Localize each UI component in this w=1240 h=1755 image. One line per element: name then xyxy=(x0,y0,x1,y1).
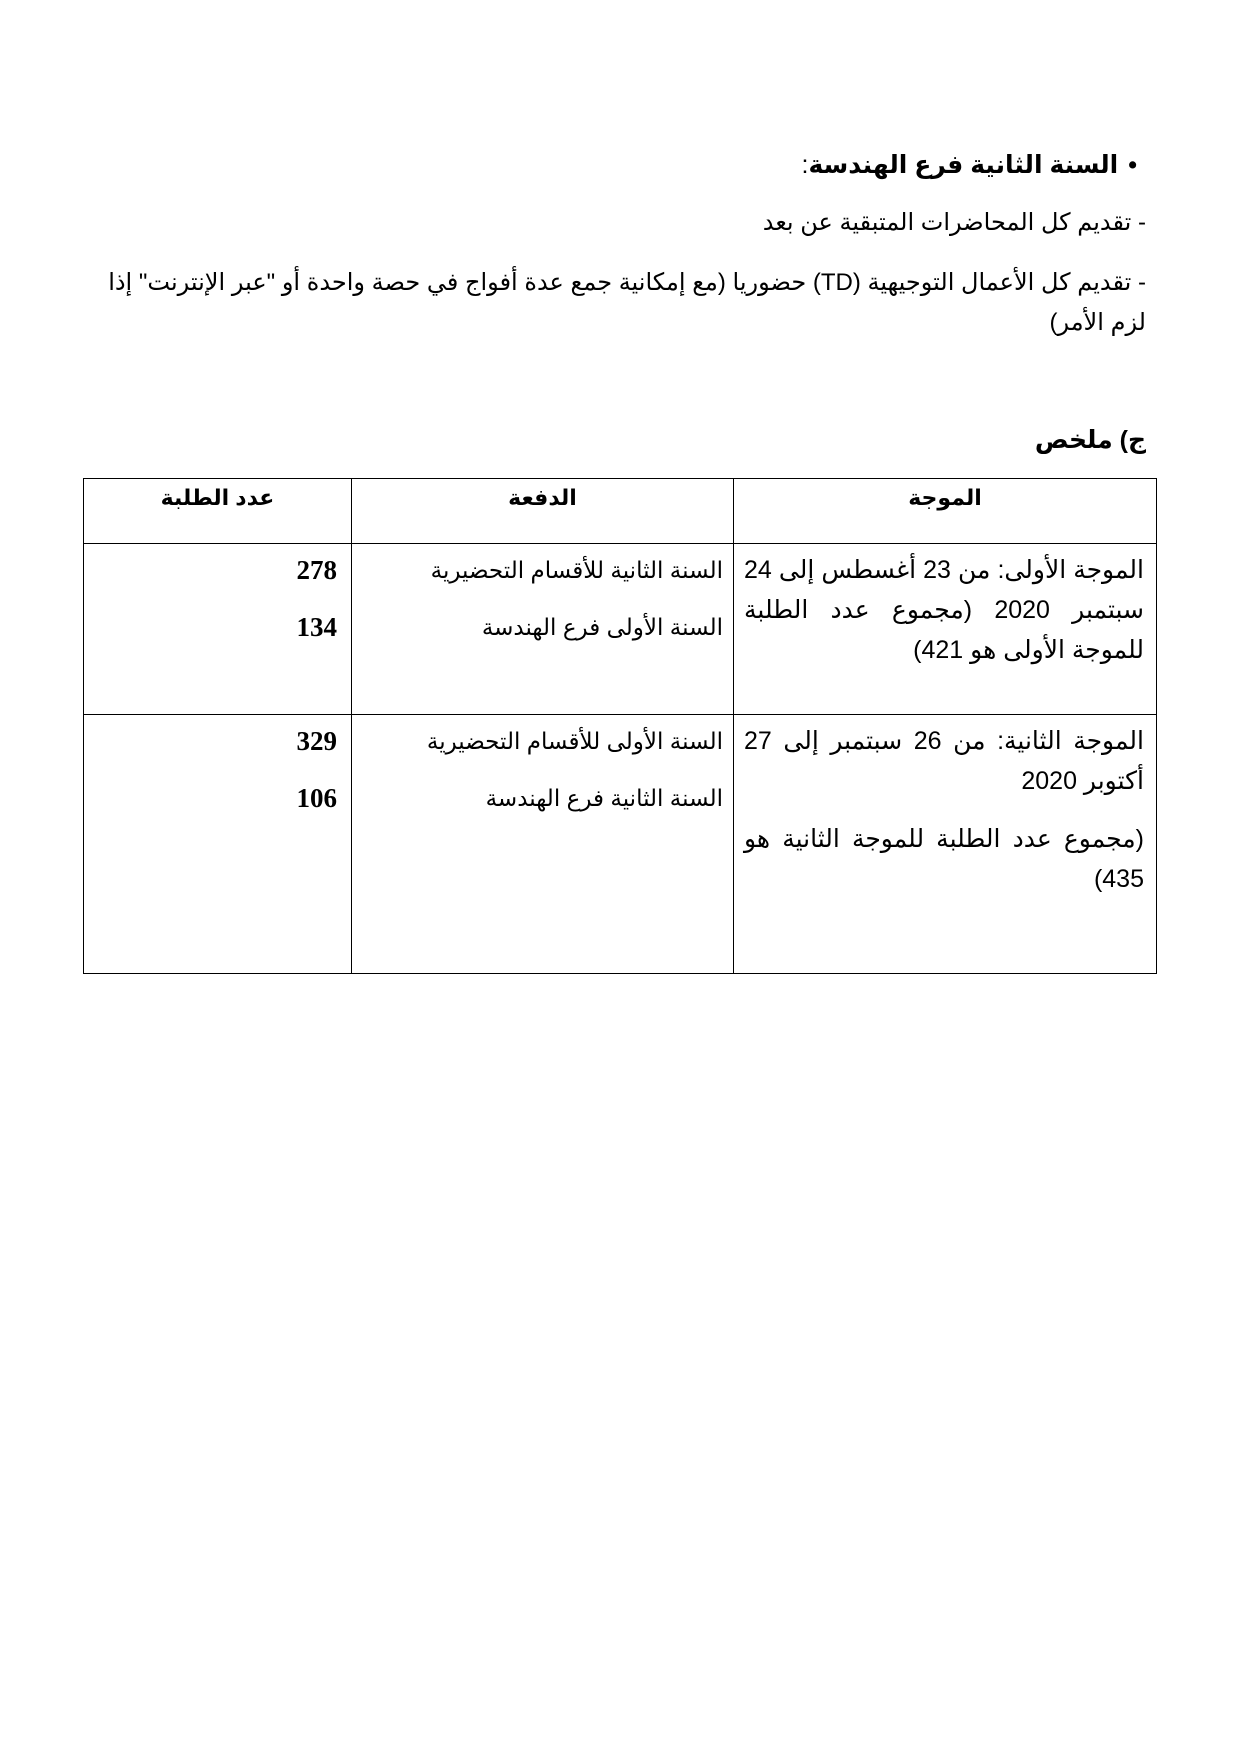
student-count: 329 xyxy=(296,726,337,756)
header-count: عدد الطلبة xyxy=(84,479,352,544)
wave-description: الموجة الثانية: من 26 سبتمبر إلى 27 أكتوبر 2020 xyxy=(744,727,1144,795)
count-cell xyxy=(84,544,352,715)
batch-name: السنة الأولى فرع الهندسة xyxy=(481,614,723,640)
wave-cell xyxy=(734,544,1157,715)
summary-heading: ج) ملخص xyxy=(1034,426,1146,454)
header-batch: الدفعة xyxy=(352,479,734,544)
remote-lectures-line: - تقديم كل المحاضرات المتبقية عن بعد xyxy=(762,209,1146,236)
batch-name: السنة الأولى للأقسام التحضيرية xyxy=(426,728,723,754)
td-sessions-line: - تقديم كل الأعمال التوجيهية (TD) حضوريا (مع إمكانية جمع عدة أفواج في حصة واحدة أو "عبر الإنترنت" إذا لزم الأمر) xyxy=(108,269,1146,336)
student-count: 278 xyxy=(296,555,337,585)
section-heading xyxy=(802,150,1137,180)
batch-name: السنة الثانية للأقسام التحضيرية xyxy=(430,557,723,583)
section-heading-colon: : xyxy=(801,151,809,179)
wave-description: الموجة الأولى: من 23 أغسطس إلى 24 سبتمبر 2020 (مجموع عدد الطلبة للموجة الأولى هو 421) xyxy=(744,556,1144,664)
section-heading-text: السنة الثانية فرع الهندسة xyxy=(808,151,1119,179)
summary-table xyxy=(83,478,1157,974)
batch-cell xyxy=(352,544,734,715)
batch-name: السنة الثانية فرع الهندسة xyxy=(485,785,723,811)
table-row xyxy=(84,544,1157,715)
wave-cell xyxy=(734,715,1157,974)
student-count: 134 xyxy=(296,612,337,642)
bullet-icon: • xyxy=(1128,151,1137,179)
header-wave: الموجة xyxy=(734,479,1157,544)
table-row xyxy=(84,715,1157,974)
wave-total: (مجموع عدد الطلبة للموجة الثانية هو 435) xyxy=(744,825,1144,893)
table-header-row xyxy=(84,479,1157,544)
student-count: 106 xyxy=(296,783,337,813)
count-cell xyxy=(84,715,352,974)
batch-cell xyxy=(352,715,734,974)
